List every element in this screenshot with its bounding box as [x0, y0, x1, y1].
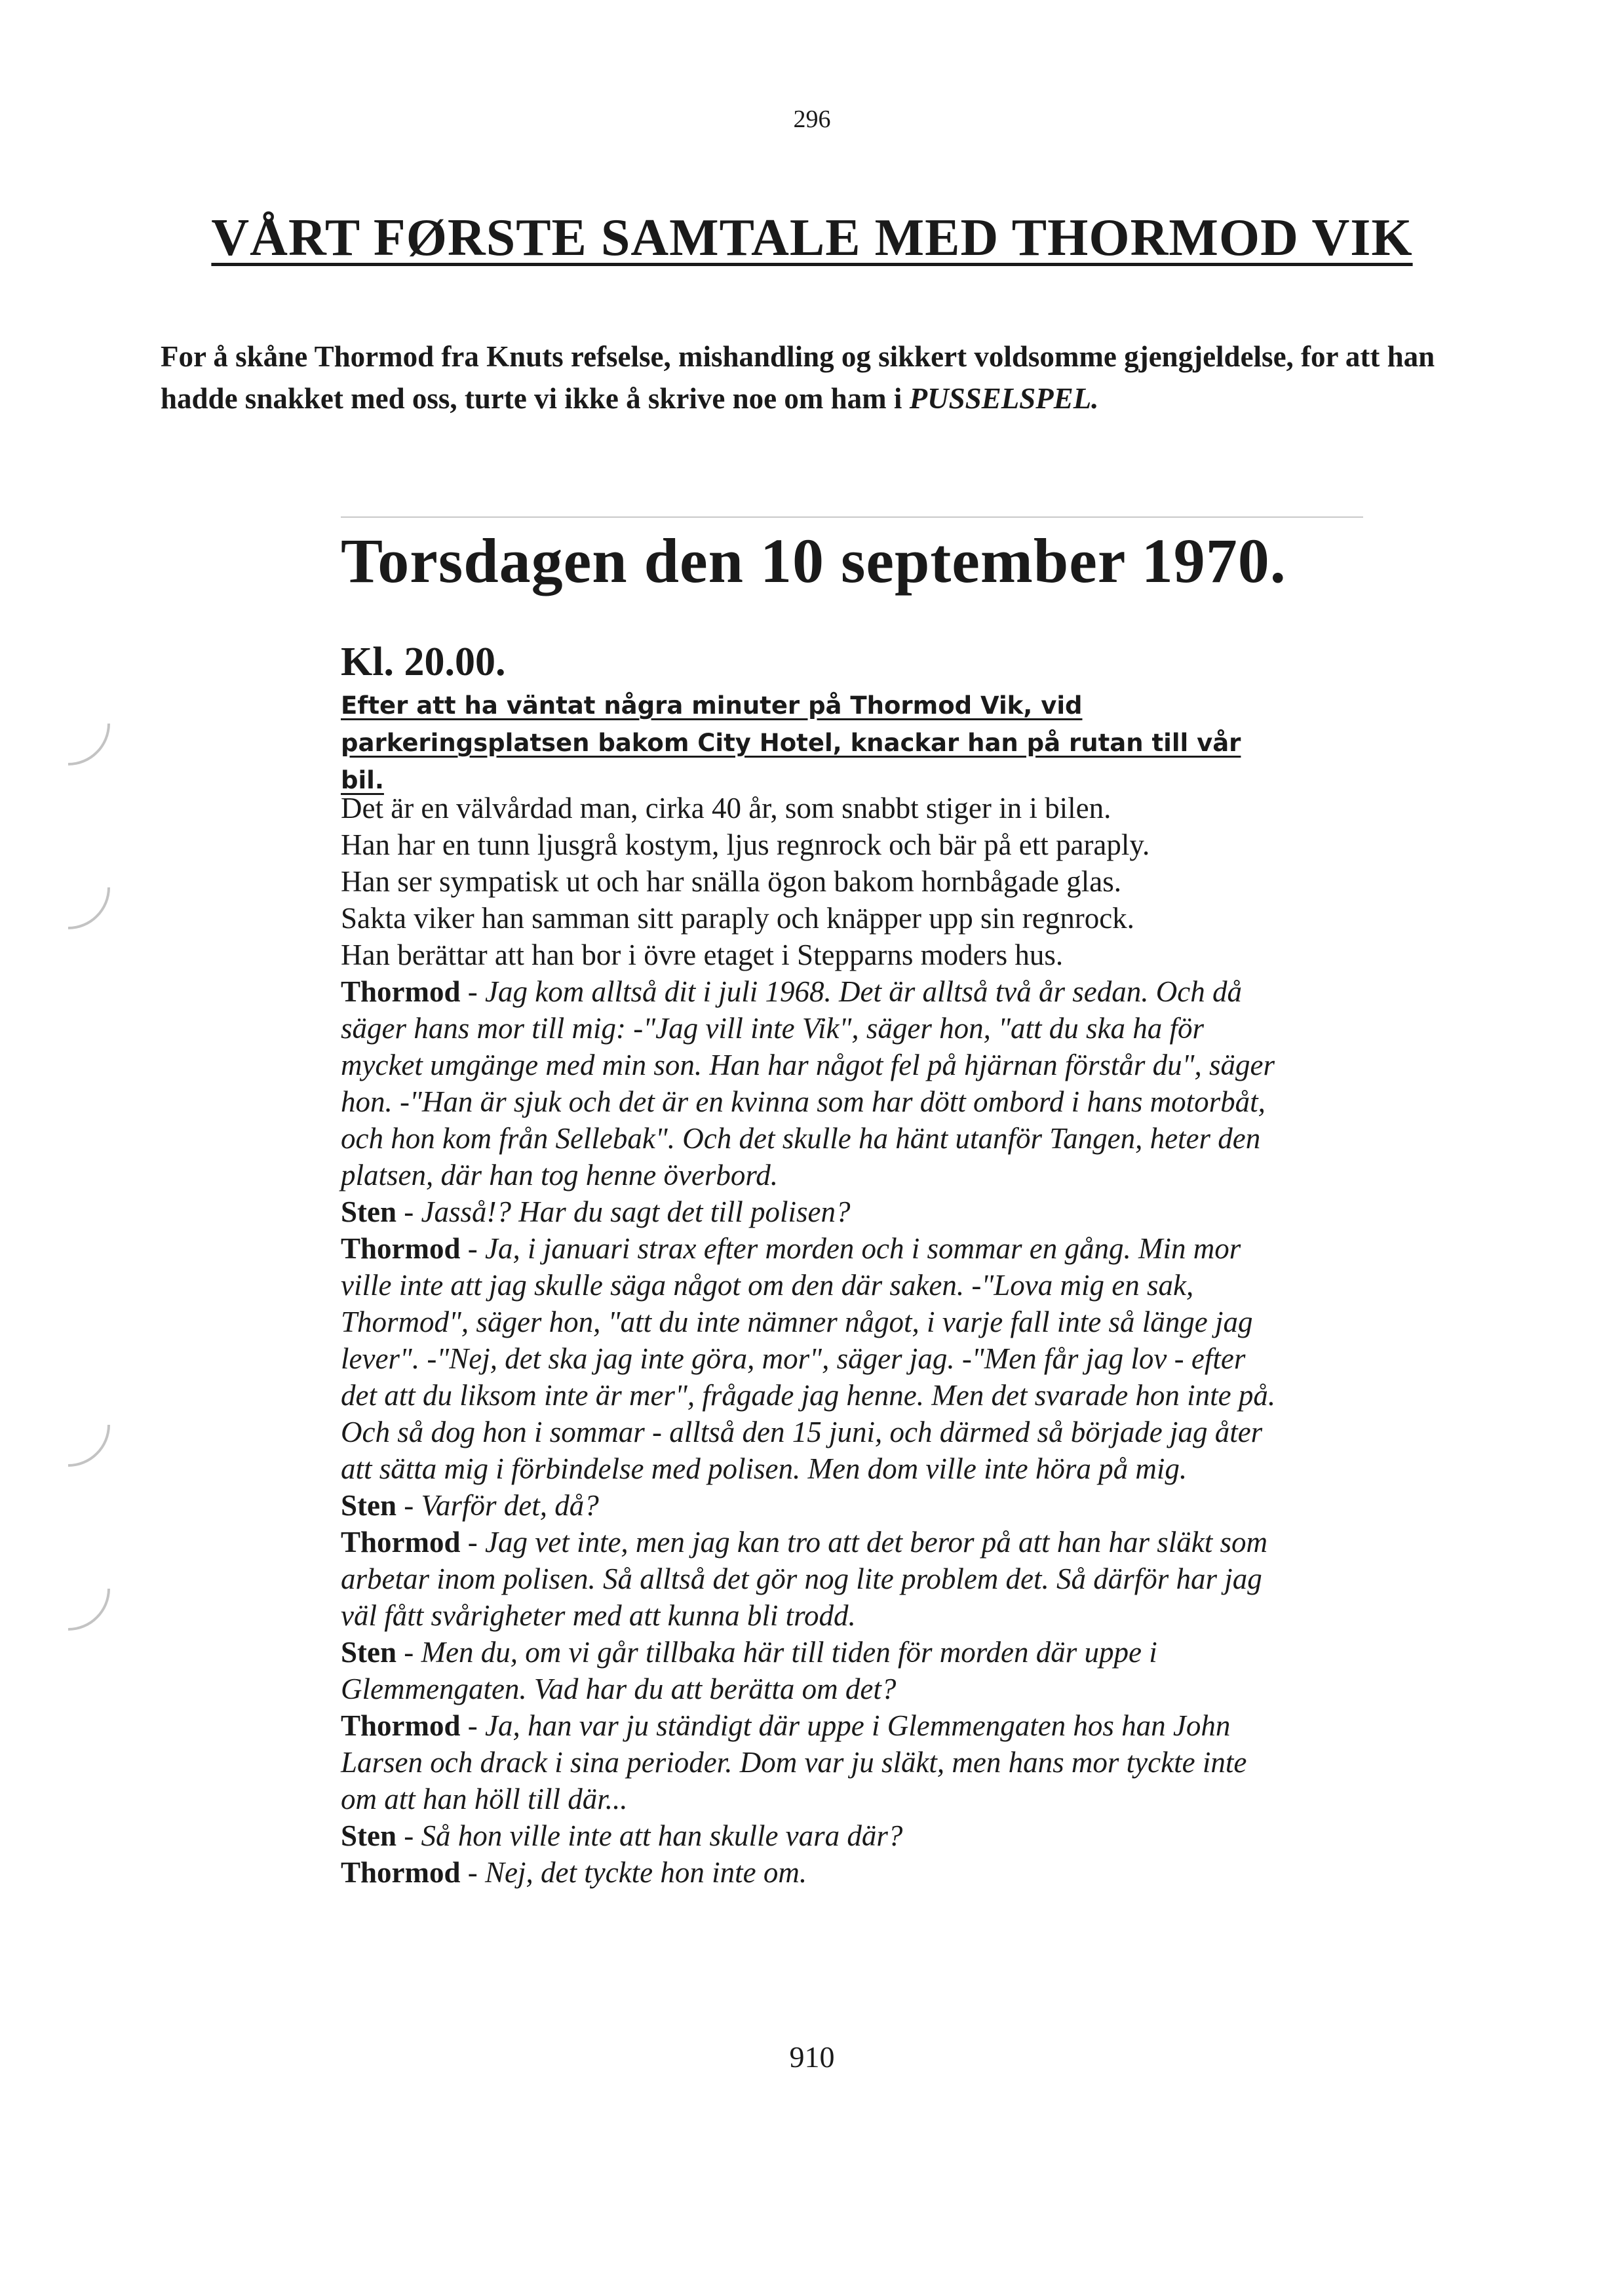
narration-line: Han berättar att han bor i övre etaget i Stepparns moders hus. — [341, 939, 1064, 971]
narration-line: Han ser sympatisk ut och har snälla ögon bakom hornbågade glas. — [341, 865, 1121, 898]
punch-hole-mark — [9, 1529, 127, 1648]
speech-text: Jasså!? Har du sagt det till polisen? — [421, 1195, 851, 1228]
punch-hole-mark — [9, 828, 127, 946]
transcript-body — [341, 790, 1278, 1891]
separator: - — [460, 1526, 486, 1559]
punch-hole-mark — [9, 1365, 127, 1484]
speaker-name: Thormod — [341, 1232, 461, 1265]
speech-text: Men du, om vi går tillbaka här till tiden för morden där uppe i Glemmengaten. Vad har du att berätta om det? — [341, 1636, 1157, 1705]
narration-line: Det är en välvårdad man, cirka 40 år, som snabbt stiger in i bilen. — [341, 792, 1112, 824]
separator: - — [396, 1195, 421, 1228]
speech-text: Så hon ville inte att han skulle vara där? — [421, 1819, 903, 1852]
speech-text: Ja, i januari strax efter morden och i sommar en gång. Min mor ville inte att jag skulle säga något om den där saken. -"Lova mig en sak, Thormod", säger hon, "att du inte nämner något, i varje fall inte så länge jag lever". -"Nej, det ska jag inte göra, mor", säger jag. -"Men får jag lov - efter det att du liksom inte är mer", frågade jag henne. Men det svarade hon inte på. Och så dog hon i sommar - alltså den 15 juni, och därmed så började jag åter att sätta mig i förbindelse med polisen. Men dom ville inte höra på mig. — [341, 1232, 1276, 1485]
page-number-top: 296 — [793, 106, 831, 133]
dialogue-line — [341, 1854, 1278, 1891]
speech-text: Ja, han var ju ständigt där uppe i Glemmengaten hos han John Larsen och drack i sina perioder. Dom var ju släkt, men hans mor tyckte inte om att han höll till där... — [341, 1709, 1247, 1815]
dialogue-line — [341, 1707, 1278, 1817]
separator: - — [460, 1709, 486, 1742]
speaker-name: Thormod — [341, 1856, 461, 1889]
separator: - — [460, 1856, 486, 1889]
intro-paragraph — [161, 336, 1478, 419]
dialogue-line — [341, 973, 1278, 1193]
separator: - — [460, 975, 486, 1008]
page-title: VÅRT FØRSTE SAMTALE MED THORMOD VIK — [211, 209, 1413, 267]
dialogue-line — [341, 1487, 1278, 1524]
intro-note: Efter att ha väntat några minuter på Thormod Vik, vid parkeringsplatsen bakom City Hotel, knackar han på rutan till vår bil. — [341, 691, 1241, 794]
page-number-bottom: 910 — [789, 2040, 835, 2074]
punch-hole-mark — [9, 664, 127, 783]
speech-text: Jag vet inte, men jag kan tro att det beror på att han har släkt som arbetar inom polisen. Så alltså det gör nog lite problem det. Så därför har jag väl fått svårigheter med att kunna bli trodd. — [341, 1526, 1268, 1632]
narration-line: Han har en tunn ljusgrå kostym, ljus regnrock och bär på ett paraply. — [341, 828, 1150, 861]
speaker-name: Sten — [341, 1636, 397, 1669]
dialogue-line — [341, 1193, 1278, 1230]
speaker-name: Sten — [341, 1819, 397, 1852]
speech-text: Varför det, då? — [421, 1489, 599, 1522]
dialogue-line — [341, 1817, 1278, 1854]
speaker-name: Sten — [341, 1195, 397, 1228]
divider — [341, 516, 1363, 518]
dialogue-line — [341, 1230, 1278, 1487]
date-heading: Torsdagen den 10 september 1970. — [341, 526, 1286, 596]
separator: - — [396, 1819, 421, 1852]
speaker-name: Thormod — [341, 1526, 461, 1559]
speaker-name: Thormod — [341, 975, 461, 1008]
speech-text: Nej, det tyckte hon inte om. — [485, 1856, 807, 1889]
separator: - — [396, 1489, 421, 1522]
time-label: Kl. 20.00. — [341, 640, 506, 684]
speech-text: Jag kom alltså dit i juli 1968. Det är alltså två år sedan. Och då säger hans mor till mig: -"Jag vill inte Vik", säger hon, "att du ska ha för mycket umgänge med min son. Han har något fel på hjärnan förstår du", säger hon. -"Han är sjuk och det är en kvinna som har dött ombord i hans motorbåt, och hon kom från Sellebak". Och det skulle ha hänt utanför Tangen, heter den platsen, där han tog henne överbord. — [341, 975, 1275, 1191]
dialogue-line — [341, 1524, 1278, 1634]
intro-text: For å skåne Thormod fra Knuts refselse, mishandling og sikkert voldsomme gjengjeldelse, for att han hadde snakket med oss, turte vi ikke å skrive noe om ham i — [161, 340, 1435, 415]
speaker-name: Sten — [341, 1489, 397, 1522]
speaker-name: Thormod — [341, 1709, 461, 1742]
separator: - — [460, 1232, 486, 1265]
book-title: PUSSELSPEL. — [909, 382, 1099, 415]
dialogue-line — [341, 1634, 1278, 1707]
narration-line: Sakta viker han samman sitt paraply och knäpper upp sin regnrock. — [341, 902, 1134, 935]
separator: - — [396, 1636, 421, 1669]
